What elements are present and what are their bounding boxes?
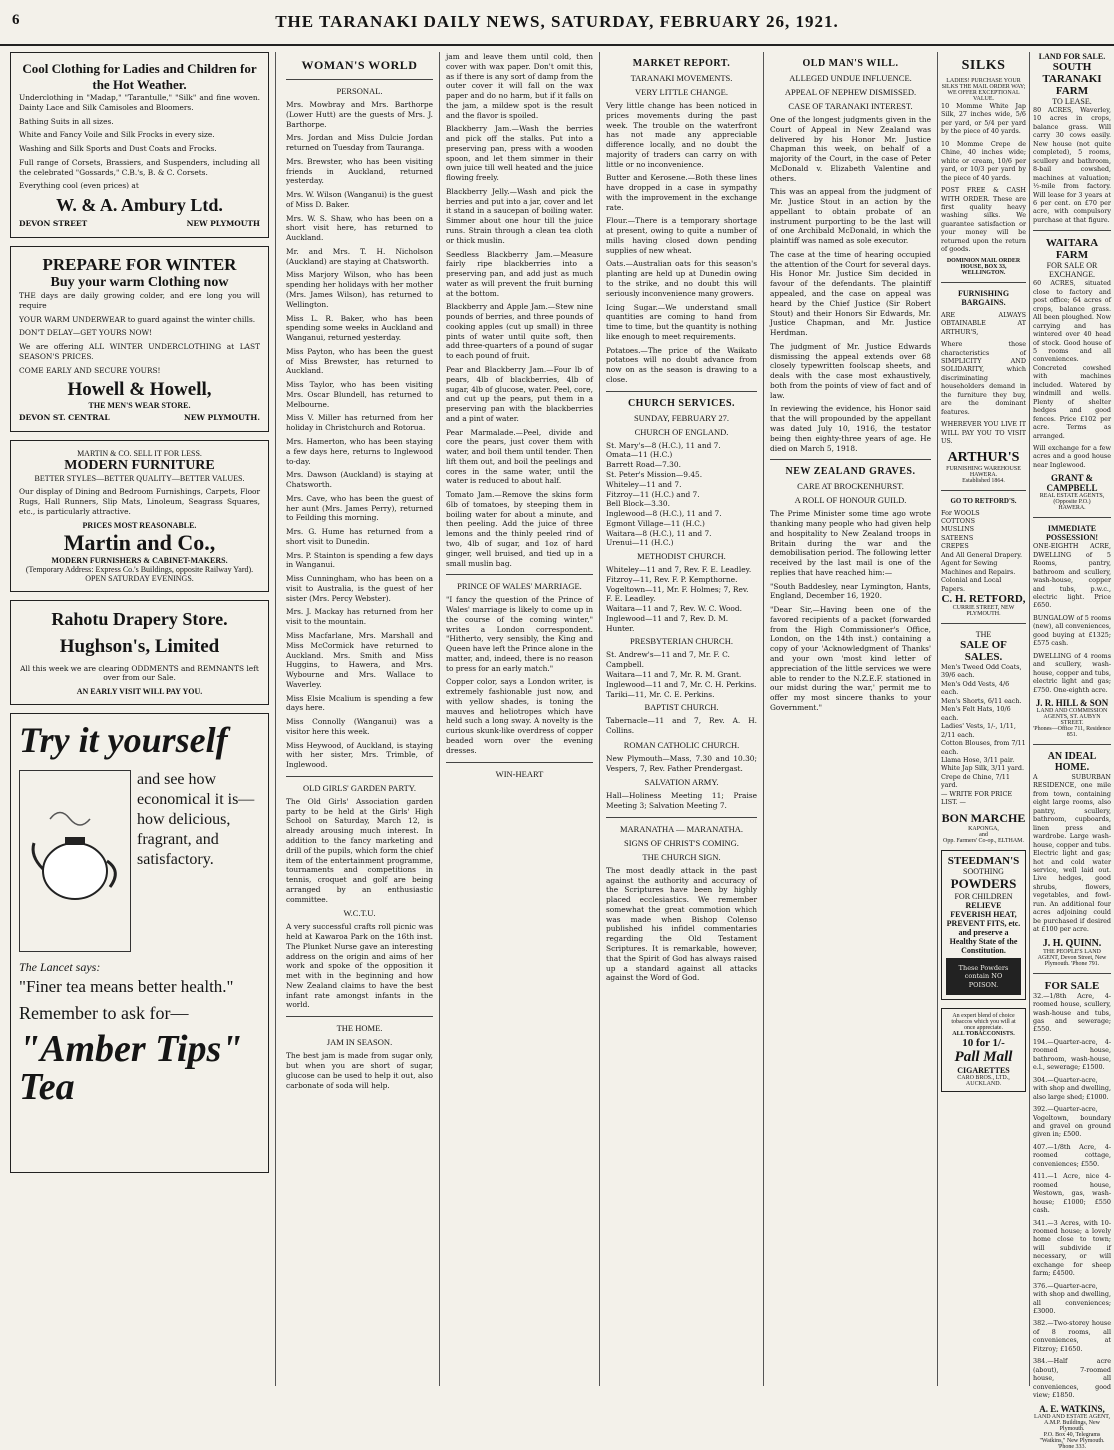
for-sale-line: 32.—1/8th Acre, 4-roomed house, scullery, wash-house and tubs, gas and sewerage; £550.	[1033, 991, 1111, 1034]
personal-item: Miss Marjory Wilson, who has been spending her holidays with her mother (Mrs. James Wilson), has returned to Wellington.	[286, 270, 433, 309]
personal-item: Miss Connolly (Wanganui) was a visitor here this week.	[286, 717, 433, 736]
possession-heading: IMMEDIATE POSSESSION!	[1045, 524, 1099, 543]
wctu-body: A very successful crafts roll picnic was held at Kawaroa Park on the 16th inst. The Plunket Nurse gave an interesting address on the origin and aims of her work and spoke of the opposition it met with in the beginning and how New Zealand claims to have the best infant rate amongst infants in the world.	[286, 922, 433, 1010]
church-lines	[606, 441, 757, 548]
hughson-title: Rahotu Drapery Store.	[51, 608, 228, 629]
will-paragraph: In reviewing the evidence, his Honor said that the will propounded by the appellant was dated July 10, 1916, the testator being then eighty-three years of age. He died on March 5, 1918.	[770, 404, 931, 453]
quinn-tag: THE PEOPLE'S LAND AGENT, Devon Street, New Plymouth. 'Phone 791.	[1037, 948, 1107, 967]
jam-body: The best jam is made from sugar only, but when you are short of sugar, glucose can be used to help it out, also carbonate of soda will help.	[286, 1051, 433, 1090]
church-line: Omata—11 (H.C.)	[606, 450, 673, 460]
hill-phone: 'Phones—Office 711, Residence 851.	[1033, 726, 1111, 739]
methodist-heading: METHODIST CHURCH.	[637, 551, 726, 562]
furnishing-lines	[941, 311, 1026, 446]
recipe-item: Seedless Blackberry Jam.—Measure fairly ripe blackberries into a preserving pan, and add just as much water as will prevent the fruit burning at the bottom.	[446, 249, 593, 298]
howell-ad-line: COME EARLY AND SECURE YOURS!	[19, 365, 161, 375]
church-line: Whiteley—11 and 7.	[606, 479, 682, 489]
column-7-land	[1030, 52, 1114, 1450]
personal-item: Mrs. Brewster, who has been visiting friends in Auckland, returned yesterday.	[286, 156, 433, 186]
watkins-box: P.O. Box 40, Telegrams "Watkins," New Plymouth. 'Phone 333.	[1039, 1431, 1105, 1450]
silks-sub: LADIES! PURCHASE YOUR SILKS THE MAIL ORDER WAY; WE OFFER EXCEPTIONAL VALUE.	[941, 78, 1026, 102]
sales-line: Men's Shorts, 6/11 each.	[941, 696, 1022, 705]
salvation-heading: SALVATION ARMY.	[644, 777, 719, 788]
graves-sub2: A ROLL OF HONOUR GUILD.	[794, 495, 907, 506]
retford-line: Colonial and Local Papers.	[941, 576, 1002, 593]
personal-item: Mrs. Mowbray and Mrs. Barthorpe (Lower Hutt) are the guests of Mrs. J. Barthorpe.	[286, 100, 433, 129]
for-sale-line: 392.—Quarter-acre, Vogeltown, boundary and gravel on ground given in; £500.	[1033, 1105, 1111, 1139]
will-paragraph: The case at the time of hearing occupied the attention of the Court for several days. His Honor Mr. Justice Sim decided in favour of the defendants. The plaintiff appealed, and the case on appeal was heard by the Chief Justice (Sir Robert Stout) and their Honors Sir Edwards, Mr. Justice Chapman, and Mr. Justice Herdman.	[770, 249, 931, 338]
arthurs-tag: FURNISHING WAREHOUSE	[946, 465, 1021, 472]
pall-mall-firm: CARO BROS., LTD., AUCKLAND.	[957, 1075, 1010, 1088]
personal-items	[286, 100, 433, 770]
for-sale-line: 376.—Quarter-acre, with shop and dwelling, all conveniences; £3000.	[1033, 1281, 1111, 1316]
maranatha-heading: MARANATHA — MARANATHA.	[619, 823, 744, 834]
for-sale-line: 304.—Quarter-acre, with shop and dwelling, also large shed; £1000.	[1033, 1075, 1111, 1101]
salvation-line: Hall—Holiness Meeting 11; Praise Meeting 3; Salvation Meeting 7.	[606, 791, 757, 811]
grant-opp: (Opposite P.O.)	[1053, 499, 1091, 506]
howell-address-left: DEVON ST. CENTRAL	[19, 413, 110, 423]
retford-firm: C. H. RETFORD,	[941, 593, 1026, 606]
howell-tag: THE MEN'S WEAR STORE.	[88, 401, 191, 411]
presbyterian-line: St. Andrew's—11 and 7, Mr. F. C. Campbell.	[606, 650, 730, 670]
lease-heading: TO LEASE.	[1052, 97, 1092, 106]
for-sale-line: 341.—3 Acres, with 10-roomed house; a lovely home close to town; will subdivide if necessary, or will exchange for sheep farm; £4500.	[1033, 1218, 1111, 1278]
bon-marche-town: KAPONGA,	[968, 825, 999, 832]
amber-tips-ad	[10, 713, 269, 1173]
will-body	[770, 115, 931, 453]
market-paragraph: Icing Sugar.—We understand small quantities are coming to hand from time to time, but the quantity is nothing like enough to meet requirements.	[606, 302, 757, 341]
presbyterian-line: Tariki—11, Mr. C. E. Perkins.	[606, 689, 715, 699]
graves-sub: CARE AT BROCKENHURST.	[797, 481, 904, 492]
amber-brand: "Amber Tips" Tea	[19, 1028, 243, 1109]
teapot-icon	[30, 801, 120, 921]
personal-item: Mrs. Dawson (Auckland) is staying at Chatsworth.	[286, 470, 433, 490]
furnishing-line: WHEREVER YOU LIVE IT WILL PAY YOU TO VISIT US.	[941, 420, 1026, 446]
church-line: Fitzroy—11 (H.C.) and 7.	[606, 489, 700, 499]
howell-ad-line: THE days are daily growing colder, and ere long you will require	[19, 291, 260, 310]
old-girls-body: The Old Girls' Association garden party to be held at the Girls' High School on Saturday, March 12, is already arousing much interest. In addition to the fancy marketing and drill of the pupils, which form the chief item of the entertainment programme, tournaments and competitions in tennis, croquet and golf are being arranged by an enthusiastic committee.	[286, 796, 433, 904]
sales-lines	[941, 663, 1026, 807]
possession-line: ONE-EIGHTH ACRE, DWELLING of 5 Rooms, pantry, bathroom and scullery, wash-house, copper and tubs, p.w.c., electric light. Price £650.	[1033, 542, 1111, 610]
will-heading: OLD MAN'S WILL.	[802, 58, 899, 69]
silks-lines	[941, 102, 1026, 254]
ambury-address-left: DEVON STREET	[19, 219, 88, 229]
hughson-body: All this week we are clearing ODDMENTS and REMNANTS left over from our Sale.	[20, 663, 259, 683]
recipe-item: Blackberry and Apple Jam.—Stew nine pounds of berries, and three pounds of cooking apples (cut up small) in three pints of water until quite soft, then add three-quarters of a pound of sugar to each pound of fruit.	[446, 302, 593, 361]
howell-ad-title: PREPARE FOR WINTER	[42, 255, 237, 275]
will-paragraph: One of the longest judgments given in the Court of Appeal in New Zealand was delivered by his Honor Mr. Justice Chapman this week, on behalf of a majority of the Court, in the case of Peter McDonald v. Elizabeth Valentine and others.	[770, 115, 931, 183]
amber-remember: Remember to ask for—	[19, 1003, 189, 1024]
will-paragraph: The judgment of Mr. Justice Edwards dismissing the appeal extends over 68 closely typewritten foolscap sheets, and deals with the case most exhaustively, both from the points of view of fact and of law.	[770, 341, 931, 400]
page-number: 6	[12, 12, 20, 28]
silks-line: POST FREE & CASH WITH ORDER. These are first quality heavy washing silks. We guarantee satisfaction or your money will be returned upon the return of goods.	[941, 186, 1026, 254]
for-sale-line: 194.—Quarter-acre, 4-roomed house, bathroom, wash-house, e.l., sewerage; £1500.	[1033, 1037, 1111, 1072]
sales-line: Men's Tweed Odd Coats, 39/6 each.	[941, 663, 1022, 680]
howell-address-right: NEW PLYMOUTH.	[183, 413, 260, 423]
pall-mall-price: 10 for 1/-	[962, 1037, 1005, 1050]
howell-ad-line: DON'T DELAY—GET YOURS NOW!	[19, 328, 153, 338]
retford-line: CREPES	[941, 542, 969, 551]
martin-prices: PRICES MOST REASONABLE.	[82, 520, 197, 530]
watkins-tag: LAND AND ESTATE AGENT,	[1033, 1413, 1111, 1420]
recipe-item: Blackberry Jam.—Wash the berries and pick off the stalks. Put into a preserving pan, press with a wooden spoon, and let them simmer in their own juice till well heated and the juice flowing freely.	[446, 124, 593, 183]
recipe-list	[446, 124, 593, 568]
ambury-ad-line: Bathing Suits in all sizes.	[19, 116, 114, 126]
arthurs-firm: ARTHUR'S	[947, 449, 1020, 465]
pall-mall-expert: An expert blend of choice tobaccos which you will at once appreciate.	[951, 1013, 1016, 1032]
personal-item: Mrs. Hamerton, who has been staying a few days here, returns to Inglewood to-day.	[286, 436, 433, 466]
arthurs-est: Established 1864.	[962, 477, 1005, 484]
methodist-lines	[606, 565, 757, 633]
church-heading: CHURCH SERVICES.	[627, 397, 736, 409]
furnishing-line: Where those characteristics of SIMPLICITY AND SOLIDARITY, which discriminating householders demand in the furniture they buy, are the dominant features.	[941, 340, 1026, 416]
steedmans-no-poison: These Powders contain NO POISON.	[946, 958, 1021, 996]
for-sale-line: 407.—1/8th Acre, 4-roomed cottage, conveniences; £550.	[1033, 1142, 1111, 1168]
copper-body: Copper color, says a London writer, is extremely fashionable just now, and with yellow shades, is toning the mauves and heliotropes which have held such a long sway. A novelty is the curious skunk-like overdress of copper beaded worn over the evening dresses.	[446, 677, 593, 755]
church-line: Waitara—8 (H.C.), 11 and 7.	[606, 528, 712, 538]
church-line: Egmont Village—11 (H.C.)	[606, 518, 705, 528]
personal-item: Miss Taylor, who has been visiting Mrs. Oscar Blundell, has returned to Melbourne.	[286, 380, 433, 409]
ambury-ad-line: Full range of Corsets, Brassiers, and Suspenders, including all the celebrated "Gossards," C.B.'s, B. & C. Corsets.	[19, 157, 260, 177]
personal-item: Miss Cunningham, who has been on a visit to Australia, is the guest of her sister (Mrs. Percy Webster).	[286, 574, 433, 603]
methodist-line: Vogeltown—11, Mr. F. Holmes; 7, Rev. F. E. Leadley.	[606, 584, 749, 604]
pall-mall-brand: Pall Mall	[954, 1049, 1013, 1066]
jam-heading: JAM IN SEASON.	[326, 1037, 393, 1048]
for-sale-line: 384.—Half acre (about), 7-roomed house, all conveniences, good view; £1850.	[1033, 1357, 1111, 1400]
silks-line: 10 Momme White Jap Silk, 27 inches wide, 5/6 per yard, or 5/4 per yard by the piece of 40 yards.	[941, 102, 1026, 136]
south-taranaki-body: 80 ACRES, Waverley, 10 acres in crops, balance grass. Will carry 30 cows easily. New house (not quite completed), 5 rooms, scullery and bathroom, 8-bail cowshed, machines at valuation; ½-mile from factory. Will lease for 3 years at 6 per cent. on £70 per acre, with compulsory purchase at that figure.	[1033, 106, 1111, 224]
church-england: CHURCH OF ENGLAND.	[634, 426, 729, 437]
martin-hours: OPEN SATURDAY EVENINGS.	[85, 573, 194, 583]
for-sale-line: 382.—Two-storey house of 8 rooms, all conveniences, at Fitzroy; £1650.	[1033, 1319, 1111, 1353]
column-1-ads	[4, 52, 276, 1386]
column-4-market-church	[600, 52, 764, 1386]
martin-body: Our display of Dining and Bedroom Furnishings, Carpets, Floor Rugs, Hall Runners, Slip Mats, Linoleum, Seagrass Squares, etc., is particularly attractive.	[19, 487, 260, 516]
retford-line: And All General Drapery.	[941, 550, 1023, 559]
column-3-recipes	[440, 52, 600, 1386]
catholic-heading: ROMAN CATHOLIC CHURCH.	[623, 739, 740, 750]
waitara-heading: WAITARA FARM	[1045, 237, 1099, 262]
recipe-item: Tomato Jam.—Remove the skins form 6lb of tomatoes, by steeping them in boiling water for about a minute, and then peeling. Add the juice of three lemons and the thinly peeled rind of two, 4lb of sugar, and 1oz of hard ginger, well bruised, and tied up in a small muslin bag.	[446, 490, 593, 568]
retford-line: MUSLINS	[941, 525, 975, 534]
home-heading: THE HOME.	[336, 1023, 383, 1034]
amber-quote: "Finer tea means better health."	[19, 977, 234, 997]
recipe-item: Pear and Blackberry Jam.—Four lb of pears, 4lb of blackberries, 4lb of sugar, 4lb of glucose, water. Peel, core, and cut up the pears, put them in a preserving pan with the blackberries and a pint of water.	[446, 364, 593, 423]
ambury-ad-line: Everything cool (even prices) at	[19, 181, 139, 191]
quinn-firm: J. H. QUINN.	[1042, 937, 1102, 949]
church-date: SUNDAY, FEBRUARY 27.	[633, 412, 730, 423]
presbyterian-line: Waitara—11 and 7, Mr. R. M. Grant.	[606, 669, 742, 679]
graves-paragraph: "Dear Sir,—Having been one of the favored recipients of a packet (forwarded from the High Commissioner's Office, London, on the 14th inst.) containing a copy of your 'Acknowledgment of Thanks' and your own 'most kind letter of appreciation of the little services we were able to render to the N.Z.E.F. stationed in our midst during the war,' permit me to offer my most sincere thanks to your Government."	[770, 605, 931, 712]
land-heading: LAND FOR SALE.	[1038, 52, 1106, 61]
market-paragraph: Butter and Kerosene.—Both these lines have dropped in a case in sympathy with the improvement in the exchange rate.	[606, 173, 757, 212]
ambury-ad	[10, 52, 269, 238]
retford-heading: GO TO RETFORD'S.	[950, 496, 1017, 505]
howell-firm: Howell & Howell,	[67, 379, 212, 401]
martin-temp: (Temporary Address: Express Co.'s Buildings, opposite Railway Yard).	[25, 564, 254, 574]
steedmans-powders: POWDERS	[950, 875, 1017, 891]
steedmans-relieve: RELIEVE FEVERISH HEAT, PREVENT FITS, etc. and preserve a Healthy State of the Constitution.	[946, 900, 1021, 955]
will-paragraph: This was an appeal from the judgment of Mr. Justice Stout in an action by the appellant to obtain probate of an instrument purporting to be the last will of one Archibald McDonald, in which the plaintiff was named as sole executor.	[770, 187, 931, 246]
ambury-ad-lines	[19, 93, 260, 191]
hill-firm: J. R. HILL & SON	[1035, 698, 1109, 709]
grant-tag: REAL ESTATE AGENTS,	[1039, 493, 1105, 500]
ambury-address-right: NEW PLYMOUTH	[186, 219, 260, 229]
sales-the: THE	[975, 630, 992, 640]
hughson-call: AN EARLY VISIT WILL PAY YOU.	[76, 687, 203, 697]
wctu-heading: W.C.T.U.	[343, 908, 376, 919]
market-sub2: VERY LITTLE CHANGE.	[635, 87, 728, 97]
pall-mall-cigarettes: CIGARETTES	[957, 1066, 1010, 1076]
sales-line: Crepe de Chine, 7/11 yard.	[941, 772, 1010, 790]
bon-marche-firm: BON MARCHE	[941, 810, 1026, 825]
graves-heading: NEW ZEALAND GRAVES.	[785, 466, 916, 478]
maranatha-sub2: THE CHURCH SIGN.	[642, 851, 721, 862]
will-sub3: CASE OF TARANAKI INTEREST.	[788, 101, 913, 111]
sales-line: Men's Odd Vests, 4/6 each.	[941, 679, 1010, 697]
waitara-exchange: Will exchange for a few acres and a good house near Inglewood.	[1033, 443, 1111, 469]
prince-body: "I fancy the question of the Prince of Wales' marriage is likely to come up in the course of the coming winter," writes a London correspondent. "Hitherto, very sensibly, the King and Queen have left the Prince alone in the matter, and, indeed, there is no reason to press for an early match."	[446, 595, 593, 673]
catholic-line: New Plymouth—Mass, 7.30 and 10.30; Vespers, 7, Rev. Father Prendergast.	[606, 753, 757, 773]
bon-marche-address: Opp. Farmers' Co-op., ELTHAM.	[942, 837, 1025, 844]
waitara-sub: FOR SALE OR EXCHANGE.	[1046, 261, 1098, 280]
sales-line: — WRITE FOR PRICE LIST. —	[941, 789, 1012, 807]
grant-firm: GRANT & CAMPBELL	[1046, 473, 1098, 494]
sales-line: White Jap Silk, 3/11 yard.	[941, 764, 1024, 773]
waitara-body: 60 ACRES, situated close to factory and post office; 64 acres of crops, balance grass. All been ploughed. Now carrying and has wintered over 40 head of stock. Good house of 5 rooms and all conveniences. Concreted cowshed with machines included. Watered by windmill and wells. Plenty of shelter hedges and good fences. Price £102 per acre. Terms as arranged.	[1033, 279, 1111, 440]
personal-item: Mrs. Cave, who has been the guest of her aunt (Mrs. James Perry), returned to Feilding this morning.	[286, 493, 433, 523]
bon-marche-and: and	[979, 831, 988, 838]
church-line: Barrett Road—7.30.	[606, 460, 681, 470]
personal-item: Mrs. J. Mackay has returned from her visit to the mountain.	[286, 607, 433, 627]
market-heading: MARKET REPORT.	[632, 58, 731, 69]
steedmans-for: FOR CHILDREN	[954, 891, 1013, 901]
martin-top: MARTIN & CO. SELL IT FOR LESS.	[77, 449, 202, 459]
martin-sub: BETTER STYLES—BETTER QUALITY—BETTER VALUES.	[34, 474, 245, 484]
methodist-line: Waitara—11 and 7, Rev. W. C. Wood.	[606, 604, 742, 614]
possession-lines	[1033, 542, 1111, 694]
ideal-home-body: A SUBURBAN RESIDENCE, one mile from town, containing eight large rooms, also pantry, scullery, bathroom, cupboards, linen press and wardrobe. Large wash-house, copper and tubs. Electric light and gas; hot and cold water service, well laid out. Live hedges, good shrubs, flowers, vegetables, and fowl-run. An additional four acres adjoining could be purchased if desired at £100 per acre.	[1033, 773, 1111, 934]
amber-lancet: The Lancet says:	[19, 960, 101, 975]
personal-item: Miss Payton, who has been the guest of Miss Brewster, has returned to Auckland.	[286, 346, 433, 376]
personal-item: Miss V. Miller has returned from her holiday in Christchurch and Rotorua.	[286, 413, 433, 433]
graves-body	[770, 509, 931, 712]
martin-ad	[10, 440, 269, 591]
graves-paragraph: The Prime Minister some time ago wrote thanking many people who had given help and hospitality to New Zealand troops in Britain during the war and the demobilisation period. The following letter received by the last mail is one of the replies that have reached him:—	[770, 509, 931, 577]
ideal-home-heading: AN IDEAL HOME.	[1047, 751, 1097, 774]
personal-heading: PERSONAL.	[336, 86, 383, 96]
retford-line: For WOOLS	[941, 508, 980, 517]
grant-town: HAWERA.	[1058, 505, 1086, 512]
recipe-item: Pear Marmalade.—Peel, divide and core the pears, just cover them with water, and boil them until tender. Then lift them out, and boil the peelings and cores in the same water, until the water is reduced to about half.	[446, 427, 593, 486]
amber-body: and see how economical it is—how delicious, fragrant, and satisfactory.	[137, 771, 255, 869]
personal-item: Miss Heywood, of Auckland, is staying with her sister, Mrs. Trimble, of Inglewood.	[286, 740, 433, 770]
market-body	[606, 101, 757, 385]
steedmans-soothing: SOOTHING	[963, 866, 1004, 876]
martin-firm: Martin and Co.,	[63, 529, 216, 555]
furnishing-line: ARE ALWAYS OBTAINABLE AT ARTHUR'S,	[941, 310, 1026, 336]
column-6-ads	[938, 52, 1030, 1386]
personal-item: Mrs. P. Stainton is spending a few days in Wanganui.	[286, 550, 433, 570]
presbyterian-lines	[606, 650, 757, 699]
for-sale-lines	[1033, 992, 1111, 1400]
methodist-line: Inglewood—11 and 7, Rev. D. M. Hunter.	[606, 613, 729, 633]
pall-mall-ad	[941, 1008, 1026, 1092]
silks-firm: DOMINION MAIL ORDER HOUSE, BOX 33, WELLINGTON.	[946, 257, 1021, 276]
silks-line: 10 Momme Crepe de Chine, 40 inches wide; white or cream, 10/6 per yard, or 10/3 per yard by the piece of 40 yards.	[941, 139, 1026, 182]
market-paragraph: Oats.—Australian oats for this season's planting are held up at Dunedin owing to the strike, and no doubt this will seriously inconvenience many growers.	[606, 259, 757, 298]
watkins-firm: A. E. WATKINS,	[1039, 1403, 1105, 1414]
sales-line: Men's Felt Hats, 10/6 each.	[941, 705, 1011, 722]
personal-item: Mr. and Mrs. T. H. Nicholson (Auckland) are staying at Chatsworth.	[286, 246, 433, 266]
howell-ad-line: YOUR WARM UNDERWEAR to guard against the winter chills.	[19, 314, 256, 324]
presbyterian-line: Inglewood—11 and 7, Mr. C. H. Perkins.	[606, 679, 757, 689]
ambury-ad-line: Washing and Silk Sports and Dust Coats and Frocks.	[19, 144, 217, 154]
personal-item: Mrs. G. Hume has returned from a short visit to Dunedin.	[286, 527, 433, 546]
howell-ad-line: We are offering ALL WINTER UNDERCLOTHING at LAST SEASON'S PRICES.	[19, 342, 260, 361]
womans-world-heading: WOMAN'S WORLD	[301, 58, 418, 72]
martin-tag: MODERN FURNISHERS & CABINET-MAKERS.	[51, 555, 228, 565]
prince-heading: PRINCE OF WALES' MARRIAGE.	[457, 581, 582, 592]
steedmans-ad	[941, 850, 1026, 1001]
ambury-ad-line: White and Fancy Voile and Silk Frocks in every size.	[19, 130, 215, 140]
retford-line: SATEENS	[941, 533, 974, 542]
steedmans-brand: STEEDMAN'S	[947, 854, 1020, 867]
sales-line: Cotton Blouses, from 7/11 each.	[941, 739, 1026, 756]
personal-item: Mrs. W. Wilson (Wanganui) is the guest of Miss D. Baker.	[286, 190, 433, 209]
will-sub2: APPEAL OF NEPHEW DISMISSED.	[784, 87, 917, 97]
baptist-line: Tabernacle—11 and 7, Rev. A. H. Collins.	[606, 716, 757, 736]
presbyterian-heading: PRESBYTERIAN CHURCH.	[630, 636, 733, 647]
ambury-ad-line: Underclothing in "Madap," "Tarantulle," "Silk" and fine woven. Dainty Lace and Silk Camisoles and Bloomers.	[19, 93, 260, 112]
furnishing-heading: FURNISHING BARGAINS.	[957, 288, 1010, 307]
sales-heading: SALE OF SALES.	[960, 639, 1007, 664]
will-sub: ALLEGED UNDUE INFLUENCE.	[789, 73, 912, 83]
graves-paragraph: "South Baddesley, near Lymington, Hants, England, December 16, 1920.	[770, 581, 931, 601]
personal-item: Mrs. W. S. Shaw, who has been on a short visit here, has returned to Auckland.	[286, 213, 433, 243]
south-taranaki-heading: SOUTH TARANAKI FARM	[1042, 61, 1102, 97]
sales-line: Llama Hose, 3/11 pair.	[941, 756, 1015, 765]
market-paragraph: Potatoes.—The price of the Waikato potatoes will no doubt advance from now on as the season is drawing to a close.	[606, 345, 757, 384]
personal-item: Mrs. Jordan and Miss Dulcie Jordan returned on Tuesday from Tauranga.	[286, 133, 433, 153]
market-paragraph: Very little change has been noticed in prices movements during the past week. The trouble on the waterfront has not made any appreciable difference locally, and no doubt the majority of traders can carry on with little or no inconvenience.	[606, 101, 757, 169]
personal-item: Miss Macfarlane, Mrs. Marshall and Miss McCormick have returned to Auckland. Mrs. Smith and Miss Huggins, to Hawera, and Mrs. Wybourne and Mrs. Wallace to Waverley.	[286, 630, 433, 689]
newspaper-title: THE TARANAKI DAILY NEWS, SATURDAY, FEBRUARY 26, 1921.	[275, 12, 839, 31]
retford-address: CURRIE STREET, NEW PLYMOUTH.	[952, 605, 1015, 618]
howell-ad	[10, 246, 269, 432]
methodist-line: Whiteley—11 and 7, Rev. F. E. Leadley.	[606, 565, 752, 575]
silks-heading: SILKS	[961, 58, 1006, 73]
possession-line: BUNGALOW of 5 rooms (new), all conveniences, good buying at £1325; £575 cash.	[1033, 613, 1112, 648]
baptist-heading: BAPTIST CHURCH.	[644, 702, 719, 713]
maranatha-body: The most deadly attack in the past against the authority and accuracy of the Scriptures have been by highly placed ecclesiastics. We remember somewhat the great commotion which was made when Bishop Colenso published his infidel commentaries regarding the Old Testament Scriptures. It is remarkable, however, that the Spirit of God has always raised up a standard against all attacks against the Word of God.	[606, 865, 757, 983]
ambury-ad-title: Cool Clothing for Ladies and Children for the Hot Weather.	[22, 61, 257, 92]
retford-lines	[941, 509, 1026, 594]
win-heart-heading: WIN-HEART	[495, 768, 544, 779]
jam-continued: jam and leave them until cold, then cover with wax paper. Don't omit this, as if there is any sort of damp from the outer cover it will fall on the wax paper and do no harm, but if it falls on the jam, a mildew spot is the result and the flavor is spoiled.	[446, 52, 593, 120]
church-line: Inglewood—8 (H.C.), 11 and 7.	[606, 509, 722, 519]
sales-line: Ladies' Vests, 1/-, 1/11, 2/11 each.	[941, 722, 1016, 739]
retford-line: Agent for Sewing Machines and Repairs.	[941, 559, 1016, 576]
teapot-illustration	[19, 770, 131, 952]
column-2-womans-world	[280, 52, 440, 1386]
howell-ad-sub: Buy your warm Clothing now	[50, 275, 229, 291]
masthead	[0, 0, 1114, 46]
for-sale-heading: FOR SALE	[1044, 979, 1100, 992]
personal-item: Miss L. R. Baker, who has been spending some weeks in Auckland and Wanganui, returned yesterday.	[286, 313, 433, 343]
personal-item: Miss Elsie Mcalium is spending a few days here.	[286, 693, 433, 713]
watkins-address: A.M.P. Buildings, New Plymouth.	[1043, 1419, 1100, 1432]
arthurs-town: HAWERA.	[969, 471, 998, 478]
market-sub: TARANAKI MOVEMENTS.	[630, 73, 733, 83]
church-line: St. Mary's—8 (H.C.), 11 and 7.	[606, 440, 721, 450]
church-line: Bell Block—3.30.	[606, 499, 670, 509]
recipe-item: Blackberry Jelly.—Wash and pick the berries and put into a jar, cover and let it stand in a saucepan of boiling water. Simmer about one hour till the juice runs. Strain through a clean tea cloth or thick muslin.	[446, 186, 593, 245]
pall-mall-tobacconists: ALL TOBACCONISTS.	[952, 1031, 1015, 1038]
possession-line: DWELLING of 4 rooms and scullery, wash-house, copper and tubs, electric light and gas; £750. One-eighth acre.	[1033, 651, 1111, 694]
martin-title: MODERN FURNITURE	[64, 458, 215, 474]
amber-try: Try it yourself	[19, 720, 228, 761]
methodist-line: Fitzroy—11, Rev. F. P. Kempthorne.	[606, 574, 738, 584]
for-sale-line: 411.—1 Acre, nice 4-roomed house, Westown, gas, wash-house; £1000; £550 cash.	[1033, 1172, 1111, 1215]
market-paragraph: Flour.—There is a temporary shortage at present, owing to quite a number of mills having closed down pending supplies of new wheat.	[606, 216, 757, 255]
church-line: Urenui—11 (H.C.)	[606, 538, 674, 548]
hughson-ad	[10, 600, 269, 706]
ambury-firm: W. & A. Ambury Ltd.	[56, 195, 223, 216]
hughson-firm: Hughson's, Limited	[59, 635, 220, 657]
column-5-will	[764, 52, 938, 1386]
howell-ad-lines	[19, 291, 260, 375]
hill-tag: LAND AND COMMISSION AGENTS, ST. AUBYN STREET.	[1036, 708, 1108, 727]
retford-line: COTTONS	[941, 516, 975, 525]
church-line: St. Peter's Mission—9.45.	[606, 469, 703, 479]
old-girls-heading: OLD GIRLS' GARDEN PARTY.	[303, 782, 416, 793]
maranatha-sub: SIGNS OF CHRIST'S COMING.	[624, 837, 739, 848]
